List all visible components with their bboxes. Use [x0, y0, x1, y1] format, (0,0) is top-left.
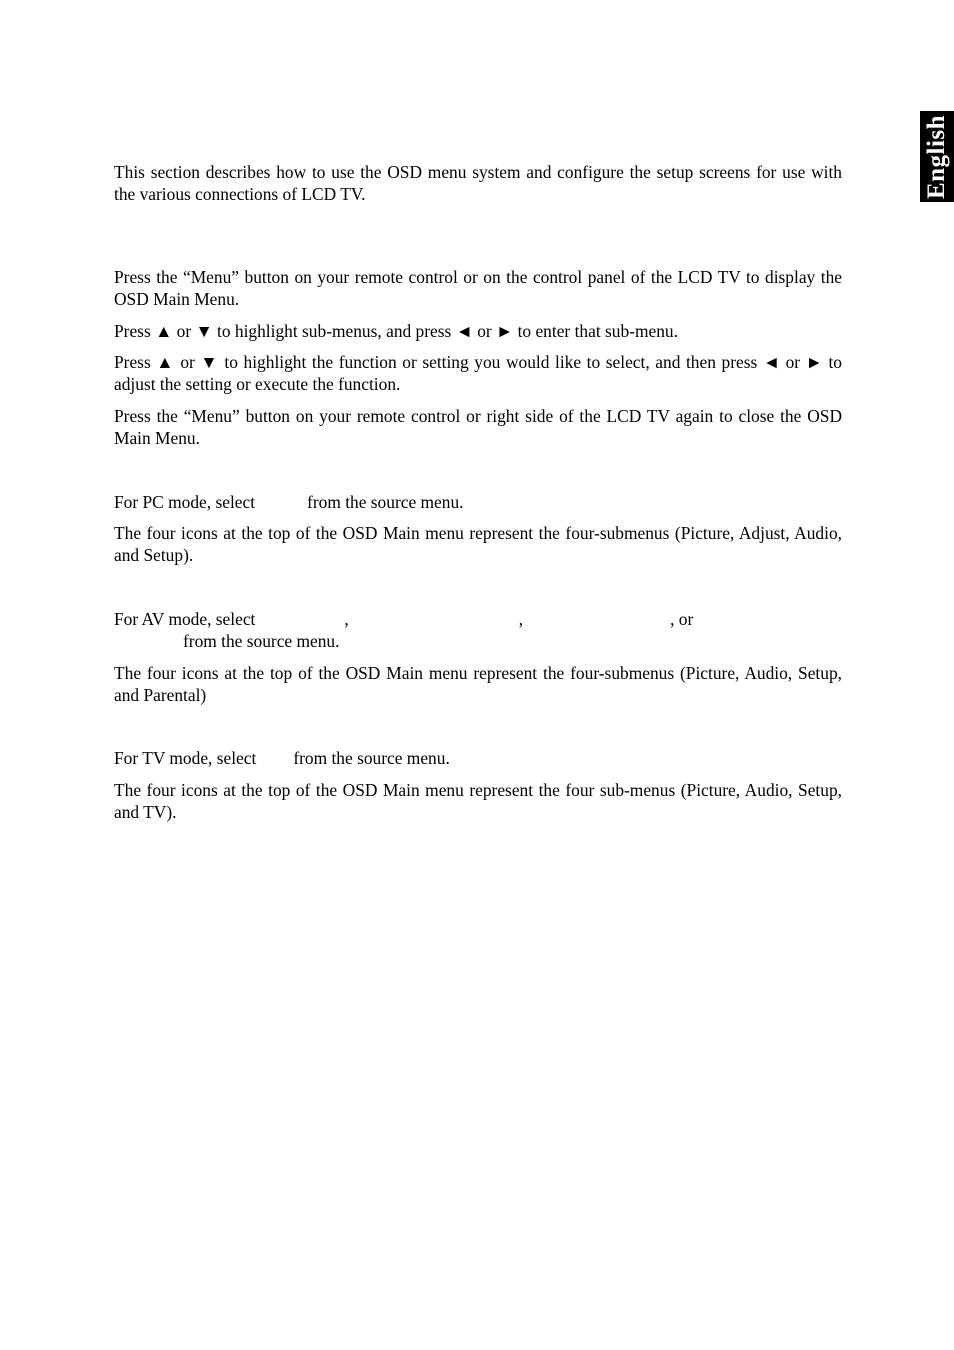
pc-mode-select-prefix: For PC mode, select: [114, 492, 256, 512]
tv-mode-select-suffix: from the source menu.: [293, 748, 450, 768]
av-mode-select-suffix: from the source menu.: [183, 631, 340, 651]
av-mode-comma-2: ,: [518, 609, 524, 629]
tv-mode-select-prefix: For TV mode, select: [114, 748, 257, 768]
pc-mode-description: The four icons at the top of the OSD Main menu represent the four-submenus (Picture, Adjust, Audio, and Setup).: [114, 523, 842, 565]
av-mode-comma-or: , or: [670, 609, 694, 629]
tv-mode-select-line: [114, 747, 842, 769]
av-mode-select-prefix: For AV mode, select: [114, 609, 256, 629]
intro-paragraph: This section describes how to use the OSD menu system and configure the setup screens for use with the various connections of LCD TV.: [114, 162, 842, 204]
instruction-close-menu: Press the “Menu” button on your remote control or right side of the LCD TV again to close the OSD Main Menu.: [114, 406, 842, 448]
instruction-navigate-submenus: Press ▲ or ▼ to highlight sub-menus, and press ◄ or ► to enter that sub-menu.: [114, 321, 678, 341]
language-side-tab: [920, 111, 954, 202]
instruction-open-menu: Press the “Menu” button on your remote control or on the control panel of the LCD TV to display the OSD Main Menu.: [114, 267, 842, 309]
av-mode-comma-1: ,: [344, 609, 349, 629]
pc-mode-select-suffix: from the source menu.: [307, 492, 464, 512]
tv-mode-description: The four icons at the top of the OSD Main menu represent the four sub-menus (Picture, Audio, Setup, and TV).: [114, 780, 842, 822]
language-tab-label: English: [923, 114, 951, 199]
instruction-adjust-setting: Press ▲ or ▼ to highlight the function or setting you would like to select, and then press ◄ or ► to adjust the setting or execute the function.: [114, 352, 842, 394]
pc-mode-select-line: [114, 491, 842, 513]
av-mode-select-line: [114, 608, 842, 652]
av-mode-description: The four icons at the top of the OSD Main menu represent the four-submenus (Picture, Audio, Setup, and Parental): [114, 663, 842, 705]
